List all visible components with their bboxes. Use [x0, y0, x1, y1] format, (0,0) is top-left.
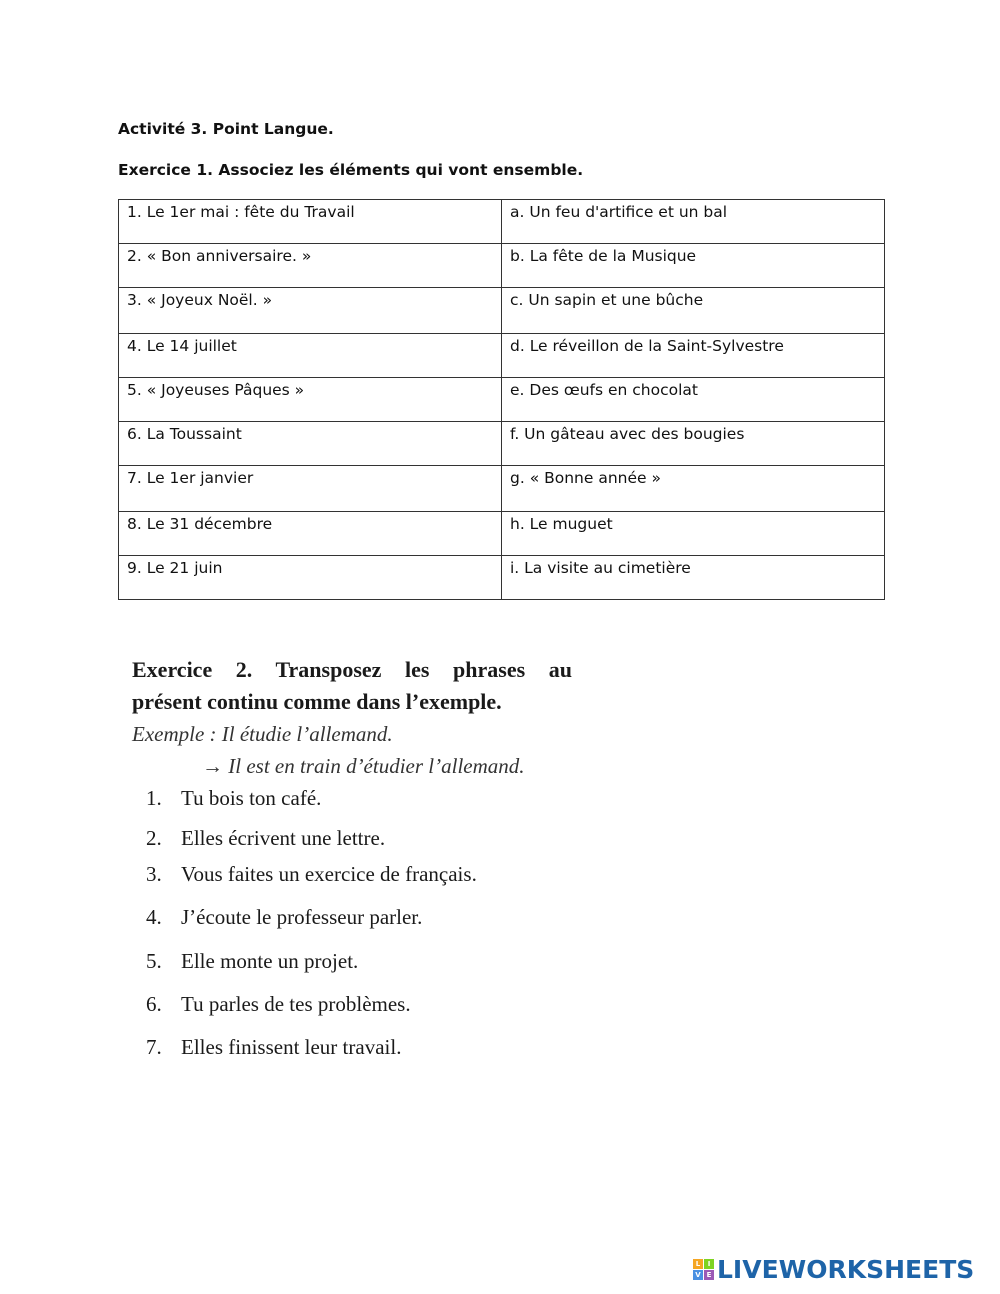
matching-table: [118, 199, 885, 600]
logo-mark-tile: V: [693, 1270, 703, 1280]
example-answer: → Il est en train d’étudier l’allemand.: [202, 754, 525, 778]
match-left-cell: 4. Le 14 juillet: [119, 334, 502, 378]
sentence-number: 2.: [146, 826, 162, 850]
table-row: [119, 378, 885, 422]
match-left-cell: 3. « Joyeux Noël. »: [119, 288, 502, 334]
table-row: [119, 244, 885, 288]
sentence-number: 6.: [146, 992, 162, 1016]
match-right-cell: h. Le muguet: [502, 512, 885, 556]
match-left-cell: 7. Le 1er janvier: [119, 466, 502, 512]
match-right-cell: g. « Bonne année »: [502, 466, 885, 512]
table-row: [119, 288, 885, 334]
activity-title: Activité 3. Point Langue.: [118, 120, 334, 138]
sentence-text: Elle monte un projet.: [181, 949, 359, 973]
sentence-text: Tu bois ton café.: [181, 786, 322, 810]
exercise1-title: Exercice 1. Associez les éléments qui vont ensemble.: [118, 161, 584, 179]
example-sentence: Exemple : Il étudie l’allemand.: [132, 722, 393, 746]
sentence-number: 1.: [146, 786, 162, 810]
match-right-cell: c. Un sapin et une bûche: [502, 288, 885, 334]
sentence-number: 4.: [146, 905, 162, 929]
list-item: [132, 862, 572, 905]
sentence-number: 5.: [146, 949, 162, 973]
match-right-cell: i. La visite au cimetière: [502, 556, 885, 600]
sentence-text: Vous faites un exercice de français.: [181, 862, 477, 886]
exercise2-section: [132, 654, 572, 1078]
exercise2-title-line2: présent continu comme dans l’exemple.: [132, 689, 502, 714]
sentence-text: J’écoute le professeur parler.: [181, 905, 423, 929]
match-left-cell: 5. « Joyeuses Pâques »: [119, 378, 502, 422]
table-row: [119, 200, 885, 244]
list-item: [132, 949, 572, 992]
table-row: [119, 334, 885, 378]
sentence-text: Tu parles de tes problèmes.: [181, 992, 411, 1016]
list-item: [132, 1035, 572, 1078]
table-row: [119, 512, 885, 556]
logo-mark-icon: [693, 1259, 714, 1280]
sentence-text: Elles écrivent une lettre.: [181, 826, 386, 850]
match-left-cell: 9. Le 21 juin: [119, 556, 502, 600]
match-left-cell: 6. La Toussaint: [119, 422, 502, 466]
list-item: [132, 786, 572, 826]
table-row: [119, 422, 885, 466]
exercise2-title-line1: Exercice 2. Transposez les phrases au: [132, 657, 572, 682]
table-row: [119, 556, 885, 600]
list-item: [132, 905, 572, 949]
sentence-text: Elles finissent leur travail.: [181, 1035, 402, 1059]
match-left-cell: 2. « Bon anniversaire. »: [119, 244, 502, 288]
liveworksheets-logo: [693, 1255, 974, 1284]
list-item: [132, 826, 572, 862]
logo-mark-tile: L: [693, 1259, 703, 1269]
logo-mark-tile: E: [704, 1270, 714, 1280]
sentence-list: [132, 786, 572, 1078]
logo-mark-tile: I: [704, 1259, 714, 1269]
list-item: [132, 992, 572, 1035]
match-left-cell: 8. Le 31 décembre: [119, 512, 502, 556]
logo-text: LIVEWORKSHEETS: [717, 1255, 975, 1284]
exercise2-title: [132, 654, 572, 718]
table-row: [119, 466, 885, 512]
match-right-cell: a. Un feu d'artifice et un bal: [502, 200, 885, 244]
match-right-cell: d. Le réveillon de la Saint-Sylvestre: [502, 334, 885, 378]
match-right-cell: e. Des œufs en chocolat: [502, 378, 885, 422]
match-left-cell: 1. Le 1er mai : fête du Travail: [119, 200, 502, 244]
match-right-cell: b. La fête de la Musique: [502, 244, 885, 288]
sentence-number: 7.: [146, 1035, 162, 1059]
sentence-number: 3.: [146, 862, 162, 886]
match-right-cell: f. Un gâteau avec des bougies: [502, 422, 885, 466]
